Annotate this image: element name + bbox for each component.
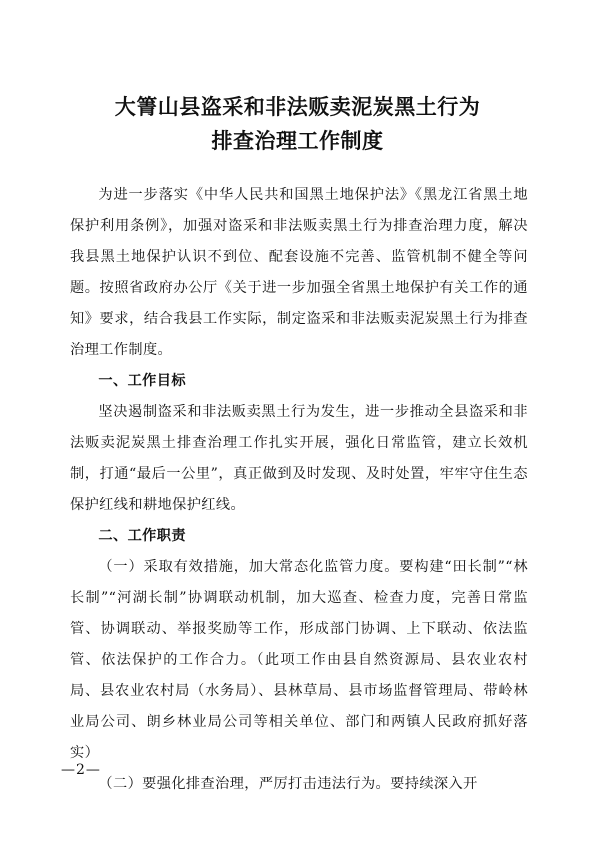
document-title-line-2: 排查治理工作制度 [211, 128, 384, 153]
section-heading-duties: 二、工作职责 [98, 528, 186, 544]
document-title-line-1: 大箐山县盗采和非法贩卖泥炭黑土行为 [114, 94, 481, 119]
duty-item-1: （一）采取有效措施，加大常态化监管力度。要构建“田长制”“林长制”“河湖长制”协调联动机制，加大巡查、检查力度，完善日常监管、协调联动、举报奖励等工作，形成部门协调、上下联动、依法监管、依法保护的工作合力。（此项工作由县自然资源局、县农业农村局、县农业农村局（水务局）、县林草局、县市场监督管理局、带岭林业局公司、朗乡林业局公司等相关单位、部门和两镇人民政府抓好落实） [70, 559, 528, 761]
section-heading-goals: 一、工作目标 [98, 373, 186, 389]
document-body [70, 180, 528, 800]
goals-paragraph: 坚决遏制盗采和非法贩卖黑土行为发生，进一步推动全县盗采和非法贩卖泥炭黑土排查治理工作扎实开展，强化日常监管，建立长效机制，打通“最后一公里”，真正做到及时发现、及时处置，牢牢守住生态保护红线和耕地保护红线。 [70, 404, 528, 513]
duty-item-2: （二）要强化排查治理，严厉打击违法行为。要持续深入开 [98, 776, 478, 792]
intro-paragraph: 为进一步落实《中华人民共和国黑土地保护法》《黑龙江省黑土地保护利用条例》，加强对盗采和非法贩卖黑土行为排查治理力度，解决我县黑土地保护认识不到位、配套设施不完善、监管机制不健全等问题。按照省政府办公厅《关于进一步加强全省黑土地保护有关工作的通知》要求，结合我县工作实际，制定盗采和非法贩卖泥炭黑土行为排查治理工作制度。 [70, 187, 528, 358]
page-number: —2— [61, 762, 101, 778]
